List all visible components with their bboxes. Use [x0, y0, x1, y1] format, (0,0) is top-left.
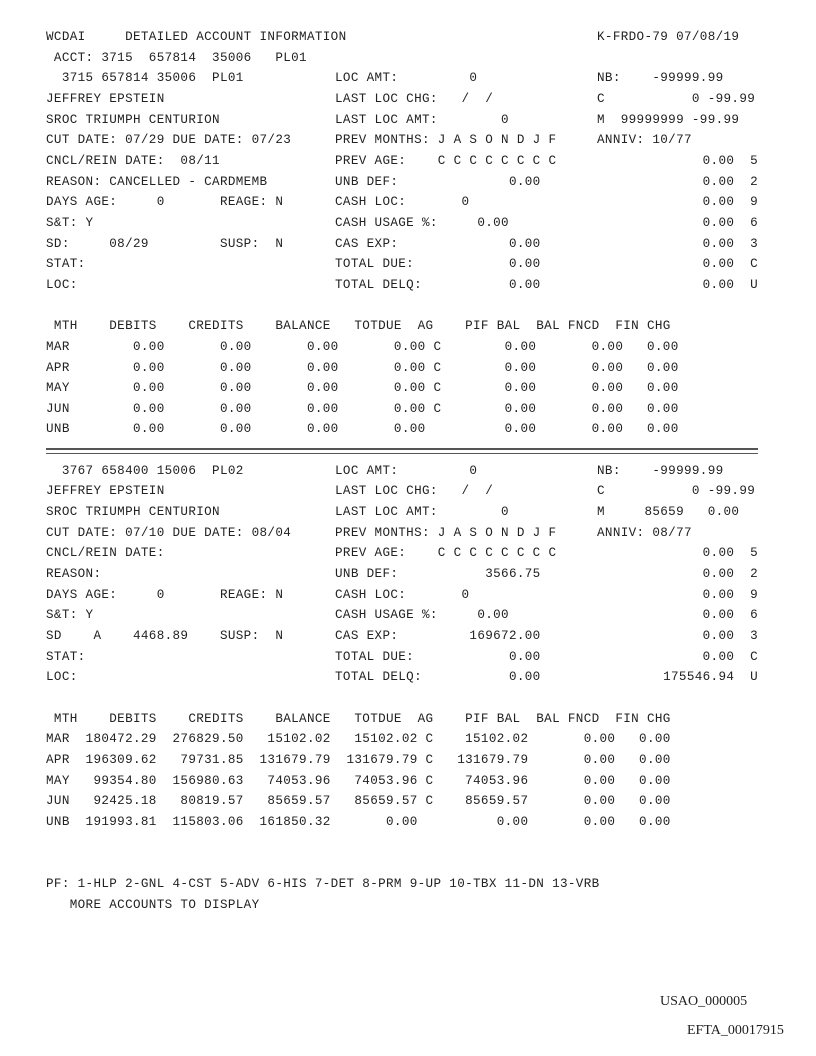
- info-middle-field: TOTAL DUE: 0.00: [335, 649, 541, 664]
- info-left-field: SROC TRIUMPH CENTURION: [46, 112, 220, 127]
- account-info-row: [46, 254, 786, 275]
- account-info-row: [46, 130, 786, 151]
- month-table-header: MTH DEBITS CREDITS BALANCE TOTDUE AG PIF BAL BAL FNCD FIN CHG: [46, 711, 671, 726]
- account-info-row: [46, 626, 786, 647]
- info-right-field: 0.00 5: [702, 546, 758, 561]
- account-info-row: [46, 564, 786, 585]
- info-right-field: NB: -99999.99: [597, 463, 724, 478]
- screen-title: WCDAI DETAILED ACCOUNT INFORMATION: [46, 30, 347, 44]
- info-right-field: M 99999999 -99.99: [597, 112, 740, 127]
- info-left-field: SD: 08/29 SUSP: N: [46, 236, 284, 251]
- info-left-field: CUT DATE: 07/10 DUE DATE: 08/04: [46, 525, 292, 540]
- info-middle-field: TOTAL DELQ: 0.00: [335, 670, 541, 685]
- info-right-field: 175546.94 U: [663, 670, 758, 685]
- month-table-row: JUN 92425.18 80819.57 85659.57 85659.57 C 85659.57 0.00 0.00: [46, 794, 671, 809]
- month-table-row: JUN 0.00 0.00 0.00 0.00 C 0.00 0.00 0.00: [46, 401, 679, 416]
- account-info-row: [46, 461, 786, 482]
- account-separator: [46, 440, 786, 461]
- screen-id-date: K-FRDO-79 07/08/19: [597, 30, 740, 44]
- bates-number-usao: USAO_000005: [660, 994, 748, 1009]
- info-middle-field: CAS EXP: 169672.00: [335, 629, 541, 644]
- info-right-field: 0.00 C: [702, 649, 758, 664]
- info-middle-field: LOC AMT: 0: [335, 463, 478, 478]
- account-info-row: [46, 89, 786, 110]
- info-right-field: 0.00 6: [702, 215, 758, 230]
- month-table-row: UNB 0.00 0.00 0.00 0.00 0.00 0.00 0.00: [46, 422, 679, 437]
- info-middle-field: LAST LOC AMT: 0: [335, 505, 509, 520]
- account-info-row: [46, 647, 786, 668]
- info-left-field: JEFFREY EPSTEIN: [46, 91, 165, 106]
- info-left-field: 3715 657814 35006 PL01: [46, 71, 244, 86]
- info-left-field: S&T: Y: [46, 608, 94, 623]
- info-right-field: 0.00 3: [702, 236, 758, 251]
- info-middle-field: LAST LOC AMT: 0: [335, 112, 509, 127]
- account-info-row: [46, 234, 786, 255]
- info-left-field: SROC TRIUMPH CENTURION: [46, 505, 220, 520]
- info-right-field: 0.00 9: [702, 587, 758, 602]
- info-middle-field: CAS EXP: 0.00: [335, 236, 541, 251]
- info-right-field: NB: -99999.99: [597, 71, 724, 86]
- account-info-row: [46, 502, 786, 523]
- month-table-row: MAR 180472.29 276829.50 15102.02 15102.02 C 15102.02 0.00 0.00: [46, 732, 671, 747]
- account-info-row: [46, 605, 786, 626]
- month-table-row: APR 196309.62 79731.85 131679.79 131679.79 C 131679.79 0.00 0.00: [46, 752, 671, 767]
- info-middle-field: PREV AGE: C C C C C C C C: [335, 153, 557, 168]
- info-right-field: 0.00 U: [702, 277, 758, 292]
- month-table-header: MTH DEBITS CREDITS BALANCE TOTDUE AG PIF BAL BAL FNCD FIN CHG: [46, 319, 671, 334]
- month-table-row: MAY 99354.80 156980.63 74053.96 74053.96 C 74053.96 0.00 0.00: [46, 773, 671, 788]
- account-info-row: [46, 172, 786, 193]
- month-table-row: APR 0.00 0.00 0.00 0.00 C 0.00 0.00 0.00: [46, 360, 679, 375]
- info-left-field: SD A 4468.89 SUSP: N: [46, 629, 284, 644]
- account-info-row: [46, 275, 786, 296]
- account-info-row: [46, 151, 786, 172]
- month-table-row: UNB 191993.81 115803.06 161850.32 0.00 0.00 0.00 0.00: [46, 814, 671, 829]
- info-right-field: 0.00 9: [702, 195, 758, 210]
- info-middle-field: UNB DEF: 3566.75: [335, 567, 541, 582]
- account-info-row: [46, 543, 786, 564]
- account-info-row: [46, 213, 786, 234]
- info-left-field: CNCL/REIN DATE: 08/11: [46, 153, 220, 168]
- account-info-row: [46, 192, 786, 213]
- info-middle-field: CASH LOC: 0: [335, 195, 470, 210]
- info-right-field: 0.00 5: [702, 153, 758, 168]
- terminal-screen: [46, 27, 786, 915]
- pf-keys-line: PF: 1-HLP 2-GNL 4-CST 5-ADV 6-HIS 7-DET 8-PRM 9-UP 10-TBX 11-DN 13-VRB: [46, 876, 600, 891]
- info-right-field: 0.00 6: [702, 608, 758, 623]
- info-right-field: C 0 -99.99: [597, 91, 756, 106]
- info-middle-field: UNB DEF: 0.00: [335, 174, 541, 189]
- info-right-field: 0.00 2: [702, 567, 758, 582]
- more-accounts-message: MORE ACCOUNTS TO DISPLAY: [46, 897, 260, 912]
- month-table-row: MAY 0.00 0.00 0.00 0.00 C 0.00 0.00 0.00: [46, 381, 679, 396]
- info-left-field: JEFFREY EPSTEIN: [46, 484, 165, 499]
- info-middle-field: LAST LOC CHG: / /: [335, 91, 494, 106]
- info-left-field: STAT:: [46, 649, 86, 664]
- info-middle-field: LAST LOC CHG: / /: [335, 484, 494, 499]
- info-left-field: LOC:: [46, 277, 78, 292]
- info-middle-field: CASH LOC: 0: [335, 587, 470, 602]
- acct-line: ACCT: 3715 657814 35006 PL01: [46, 50, 307, 65]
- info-left-field: REASON: CANCELLED - CARDMEMB: [46, 174, 268, 189]
- info-middle-field: LOC AMT: 0: [335, 71, 478, 86]
- info-right-field: 0.00 2: [702, 174, 758, 189]
- accounts-container: [46, 68, 786, 832]
- info-right-field: ANNIV: 10/77: [597, 133, 692, 148]
- account-info-row: [46, 667, 786, 688]
- info-right-field: C 0 -99.99: [597, 484, 756, 499]
- info-middle-field: CASH USAGE %: 0.00: [335, 608, 509, 623]
- info-left-field: DAYS AGE: 0 REAGE: N: [46, 587, 284, 602]
- info-right-field: M 85659 0.00: [597, 505, 740, 520]
- month-table-row: MAR 0.00 0.00 0.00 0.00 C 0.00 0.00 0.00: [46, 339, 679, 354]
- info-left-field: 3767 658400 15006 PL02: [46, 463, 244, 478]
- info-right-field: ANNIV: 08/77: [597, 525, 692, 540]
- header-line: [46, 27, 786, 48]
- info-left-field: STAT:: [46, 257, 86, 272]
- info-right-field: 0.00 C: [702, 257, 758, 272]
- info-right-field: 0.00 3: [702, 629, 758, 644]
- account-info-row: [46, 110, 786, 131]
- info-middle-field: TOTAL DUE: 0.00: [335, 257, 541, 272]
- info-middle-field: PREV AGE: C C C C C C C C: [335, 546, 557, 561]
- info-middle-field: PREV MONTHS: J A S O N D J F: [335, 525, 557, 540]
- account-info-row: [46, 68, 786, 89]
- info-middle-field: PREV MONTHS: J A S O N D J F: [335, 133, 557, 148]
- info-left-field: CUT DATE: 07/29 DUE DATE: 07/23: [46, 133, 292, 148]
- info-left-field: DAYS AGE: 0 REAGE: N: [46, 195, 284, 210]
- info-middle-field: CASH USAGE %: 0.00: [335, 215, 509, 230]
- account-info-row: [46, 481, 786, 502]
- account-info-row: [46, 523, 786, 544]
- info-left-field: REASON:: [46, 567, 102, 582]
- info-middle-field: TOTAL DELQ: 0.00: [335, 277, 541, 292]
- info-left-field: CNCL/REIN DATE:: [46, 546, 165, 561]
- info-left-field: S&T: Y: [46, 215, 94, 230]
- bates-number-efta: EFTA_00017915: [687, 1023, 784, 1038]
- account-info-row: [46, 585, 786, 606]
- info-left-field: LOC:: [46, 670, 78, 685]
